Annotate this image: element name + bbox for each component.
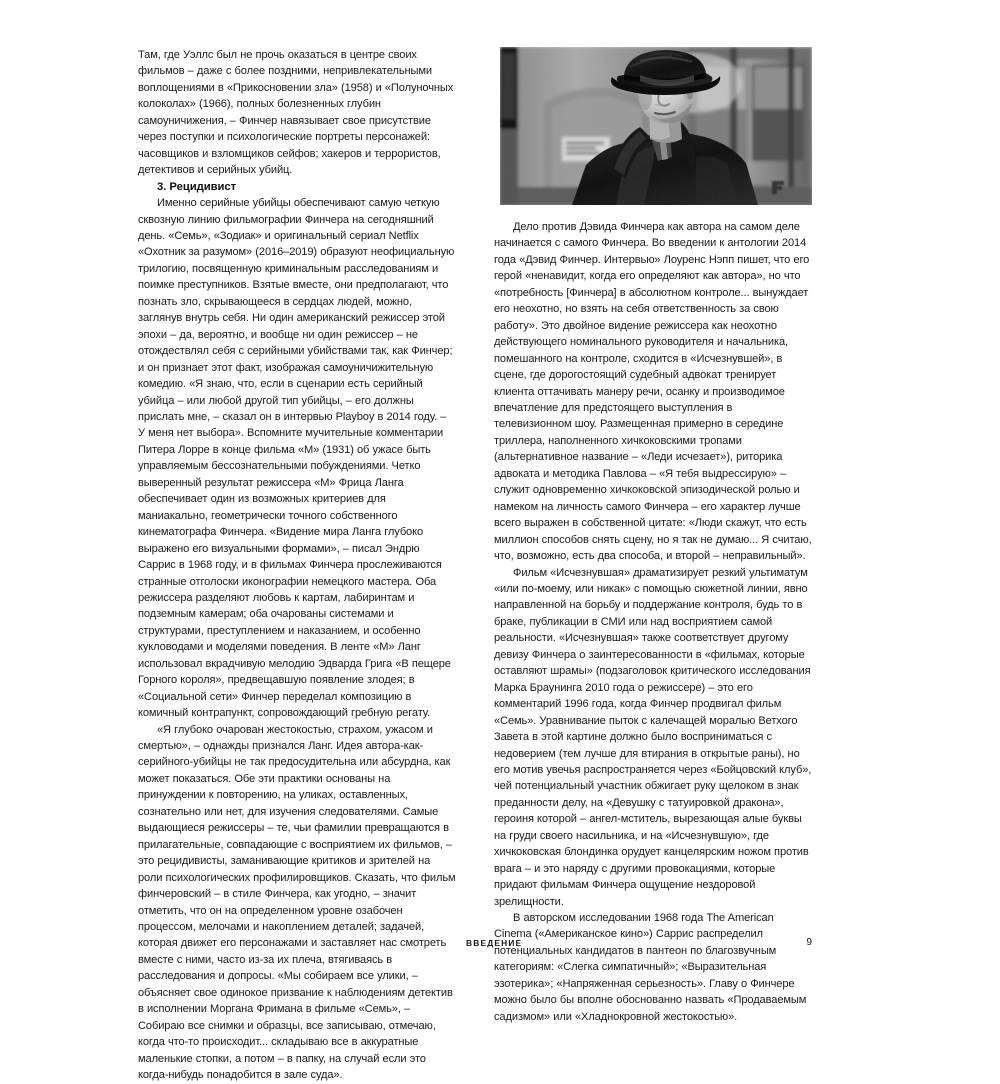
paragraph: «Я глубоко очарован жестокостью, страхом, ужасом и смертью», – однажды признался Ланг. Идея автора-как-серийного-убийцы не так предосудительна или абсурдна, как может показаться. Обе эти практики основаны на принуждении к повторению, на уликах, оставленных, сознательно или нет, для изучения следователями. Самые выдающиеся режиссеры – те, чьи фамилии превращаются в прилагательные, совпадающие с восприятием их фильмов, – это рецидивисты, заманивающие критиков и зрителей на роли психологических профилировщиков. Сказать, что фильм финчеровский – в стиле Финчера, как угодно, – значит отметить, что он на определенном уровне озабочен процессом, мелочами и накоплением деталей; задачей, которая движет его персонажами и заставляет нас смотреть вместе с ними, часто из-за их плеча, втягиваясь в расследования и допросы. «Мы собираем все улики, – объясняет свое одинокое призвание к наблюдениям детектив в исполнении Моргана Фримана в фильме «Семь», – Собираю все снимки и образцы, все записываю, отмечаю, когда что-то происходит... складываю все в аккуратные маленькие стопки, а потом – в папку, на случай если это когда-нибудь понадобится в зале суда». xyxy=(138,723,456,1082)
text-column-right xyxy=(494,47,812,1025)
section-subheading: 3. Рецидивист xyxy=(157,180,237,193)
paragraph: В авторском исследовании 1968 года The American Cinema («Американское кино») Саррис распределил потенциальных кандидатов в пантеон по благозвучным категориям: «Слегка симпатичный»; «Выразительная эзотерика»; «Напряженная серьезность». Главу о Финчере можно было бы вполне обоснованно назвать «Продаваемым садизмом» или «Хладнокровной жестокостью». xyxy=(494,912,807,1023)
paragraph: Фильм «Исчезнувшая» драматизирует резкий ультиматум «или по-моему, или никак» с помощью сюжетной линии, явно направленной на борьбу и поддержание контроля, будь то в браке, публикации в СМИ или над восприятием самой реальности. «Исчезнувшая» также соответствует другому девизу Финчера о заинтересованности в «фильмах, которые оставляют шрамы» (подзаголовок критического исследования Марка Браунинга 2010 года о режиссере) – это его комментарий 1996 года, когда Финчер продвигал фильм «Семь». Уравнивание пыток с калечащей моралью Ветхого Завета в этой картине должно было восприниматься с недоверием (тем лучше для втирания в открытые раны), но его мотив увечья распространяется через «Бойцовский клуб», чей потенциальный участник обжигает руку щелоком в знак преданности делу, на «Девушку с татуировкой дракона», героиня которой – ангел-мститель, вырезающая алые буквы на груди своего насильника, и на «Исчезнувшую», где хичкоковская блондинка орудует канцелярским ножом против врага – и это наряду с другими провокациями, которые придают фильмам Финчера ощущение нездоровой зрелищности. xyxy=(494,566,812,908)
paragraph: Там, где Уэллс был не прочь оказаться в центре своих фильмов – даже с более поздними, непривлекательными воплощениями в «Прикосновении зла» (1958) и «Полуночных колоколах» (1966), полных болезненных глубин самоуничижения, – Финчер навязывает свое присутствие через поступки и психологические портреты персонажей: часовщиков и взломщиков сейфов; хакеров и террористов, детективов и серийных убийц. xyxy=(138,49,454,177)
paragraph: Именно серийные убийцы обеспечивают самую четкую сквозную линию фильмографии Финчера на сегодняшний день. «Семь», «Зодиак» и оригинальный сериал Netflix «Охотник за разумом» (2016–2019) образуют неофициальную трилогию, посвященную криминальным расследованиям и поимке преступников. Взятые вместе, они предполагают, что познать зло, скрывающееся в сердцах людей, можно, заглянув внутрь себя. Ни один американский режиссер этой эпохи – да, вероятно, и вообще ни один режиссер – не отождествлял себя с серийными убийствами так, как Финчер; и он признает этот факт, изображая самоуничижительную комедию. «Я знаю, что, если в сценарии есть серийный убийца – или любой другой тип убийцы, – его должны прислать мне, – сказал он в интервью Playboy в 2014 году. – У меня нет выбора». Вспомните мучительные комментарии Питера Лорре в конце фильма «М» (1931) об ужасе быть управляемым бессознательными побуждениями. Четко выверенный результат режиссера «М» Фрица Ланга обеспечивает один из возможных критериев для маниакально, геометрически точного собственного кинематографа Финчера. «Видение мира Ланга глубоко выражено его визуальными формами», – писал Эндрю Саррис в 1968 году, и в фильмах Финчера прослеживаются странные отголоски иконографии немецкого мастера. Оба режиссера разделяют любовь к картам, лабиринтам и подземным камерам; оба очарованы системами и структурами, преступлением и наказанием, и особенно кукловодами и моделями поведения. В ленте «М» Ланг использовал вкрадчивую мелодию Эдварда Грига «В пещере Горного короля», предвещавшую появление злодея; в «Социальной сети» Финчер переделал композицию в комичный контрапункт, сопровождающий гребную регату. xyxy=(138,197,455,720)
page-number: 9 xyxy=(806,937,812,948)
running-head: ВВЕДЕНИЕ xyxy=(466,938,523,948)
page-footer xyxy=(466,938,812,952)
paragraph: Дело против Дэвида Финчера как автора на самом деле начинается с самого Финчера. Во введении к антологии 2014 года «Дэвид Финчер. Интервью» Лоуренс Нэпп пишет, что его герой «ненавидит, когда его определяют как автора», но что «потребность [Финчера] в абсолютном контроле... вынуждает его неохотно, но взять на себя ответственность за свою работу». Это двойное видение режиссера как неохотно действующего номинального руководителя и начальника, помешанного на контроле, сходится в «Исчезнувшей», в сцене, где дорогостоящий судебный адвокат тренирует клиента оттачивать манеру речи, осанку и производимое впечатление для предстоящего выступления в телевизионном шоу. Размещенная примерно в середине триллера, наполненного хичкоковскими тропами (альтернативное название – «Леди исчезает»), риторика адвоката и методика Павлова – «Я тебя выдрессирую» – служит одновременно хичкоковской эпизодической ролью и намеком на личность самого Финчера – его характер лучше всего выражен в собственной цитате: «Люди скажут, что есть миллион способов снять сцену, но я так не думаю... Я считаю, что, возможно, есть два способа, и второй – неправильный». xyxy=(494,221,812,563)
text-column-left xyxy=(138,47,456,1084)
